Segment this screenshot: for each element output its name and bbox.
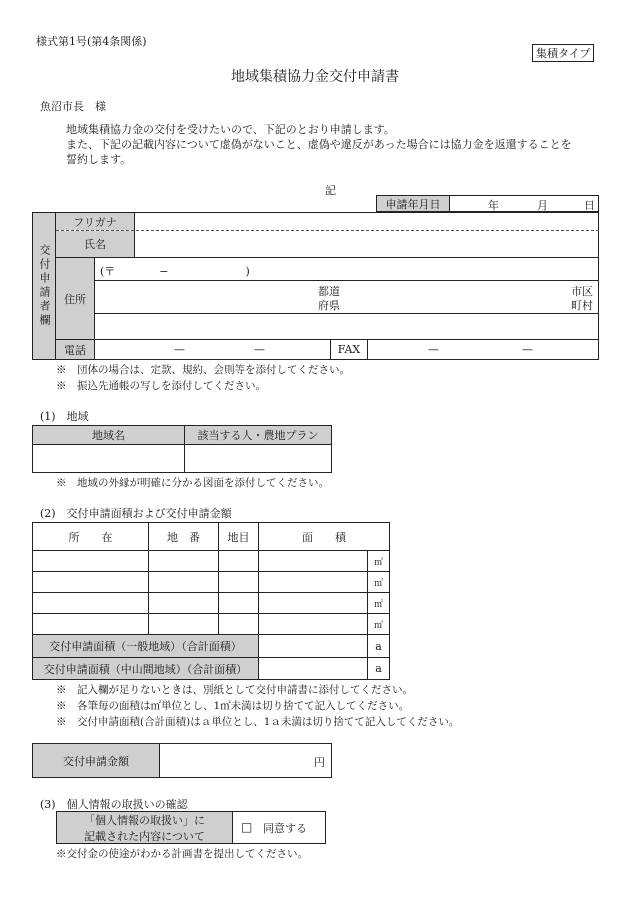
tel-label: 電話 [56, 340, 94, 359]
agree-label: 同意する [263, 822, 307, 835]
furigana-label: フリガナ [56, 213, 134, 230]
section2-note-1: ※ 記入欄が足りないときは、別紙として交付申請書に添付してください。 [56, 684, 413, 696]
amount-unit: 円 [314, 756, 325, 769]
tel-dash-1: — [174, 343, 185, 356]
consent-label [57, 812, 232, 843]
date-month: 月 [537, 199, 548, 212]
intro-line-3: 誓約します。 [66, 153, 132, 166]
col-land: 地目 [227, 530, 250, 544]
tel-dash-2: — [254, 343, 265, 356]
unit-m2-row3: ㎡ [373, 599, 383, 610]
ki-label: 記 [325, 184, 336, 197]
applicant-side-label: 交付申請者欄 [33, 213, 55, 359]
consent-label-line-2: 記載された内容について [84, 829, 205, 843]
shiku-2: 町村 [571, 299, 593, 312]
postal-code: (〒 − ) [100, 265, 250, 278]
intro-line-2: また、下記の記載内容について虚偽がないこと、虚偽や違反があった場合には協力金を返還することを [66, 138, 572, 151]
section2-heading: (2) 交付申請面積および交付申請金額 [40, 507, 232, 520]
agree-checkbox[interactable]: □ [241, 820, 253, 834]
application-date-label: 申請年月日 [377, 196, 449, 211]
intro-line-1: 地域集積協力金の交付を受けたいので、下記のとおり申請します。 [66, 123, 395, 136]
total-mountain-label: 交付申請面積（中山間地域）（合計面積） [33, 658, 258, 679]
section3-heading: (3) 個人情報の取扱いの確認 [40, 798, 188, 811]
section1-heading: (1) 地域 [40, 410, 89, 423]
total-general-label: 交付申請面積（一般地域）（合計面積） [33, 635, 258, 657]
fax-dash-2: — [522, 343, 533, 356]
unit-a-mountain: a [375, 662, 382, 675]
type-tag: 集積タイプ [532, 44, 594, 62]
col-lot: 地 番 [167, 530, 200, 544]
section1-note: ※ 地域の外縁が明確に分かる図面を添付してください。 [56, 477, 329, 489]
amount-label: 交付申請金額 [33, 744, 159, 777]
section2-note-2: ※ 各筆毎の面積は㎡単位とし、1㎡未満は切り捨てて記入してください。 [56, 700, 410, 712]
address-label: 住所 [56, 258, 94, 339]
date-day: 日 [584, 199, 595, 212]
note-bank: ※ 振込先通帳の写しを添付してください。 [56, 380, 266, 392]
col-location: 所 在 [68, 530, 113, 544]
note-group: ※ 団体の場合は、定款、規約、会則等を添付してください。 [56, 364, 350, 376]
unit-m2-row4: ㎡ [373, 620, 383, 631]
fax-label: FAX [337, 343, 361, 356]
fax-dash-1: — [428, 343, 439, 356]
consent-label-line-1: 「個人情報の取扱い」に [84, 813, 205, 827]
name-label: 氏名 [56, 231, 134, 257]
unit-m2-row1: ㎡ [373, 557, 383, 568]
shiku-1: 市区 [571, 285, 593, 298]
col-area: 面 積 [302, 530, 346, 544]
plan-header: 該当する人・農地プラン [185, 426, 331, 444]
unit-a-general: a [375, 639, 382, 653]
addressee: 魚沼市長 様 [40, 100, 106, 113]
page-title: 地域集積協力金交付申請書 [231, 69, 399, 85]
unit-m2-row2: ㎡ [373, 578, 383, 589]
section3-note: ※交付金の使途がわかる計画書を提出してください。 [56, 848, 308, 860]
todofuken-1: 都道 [318, 285, 340, 298]
todofuken-2: 府県 [318, 299, 340, 312]
form-number: 様式第1号(第4条関係) [36, 35, 147, 48]
area-name-header: 地域名 [33, 426, 184, 444]
date-year: 年 [488, 199, 499, 212]
section2-note-3: ※ 交付申請面積(合計面積)はａ単位とし、1ａ未満は切り捨てて記入してください。 [56, 716, 460, 728]
